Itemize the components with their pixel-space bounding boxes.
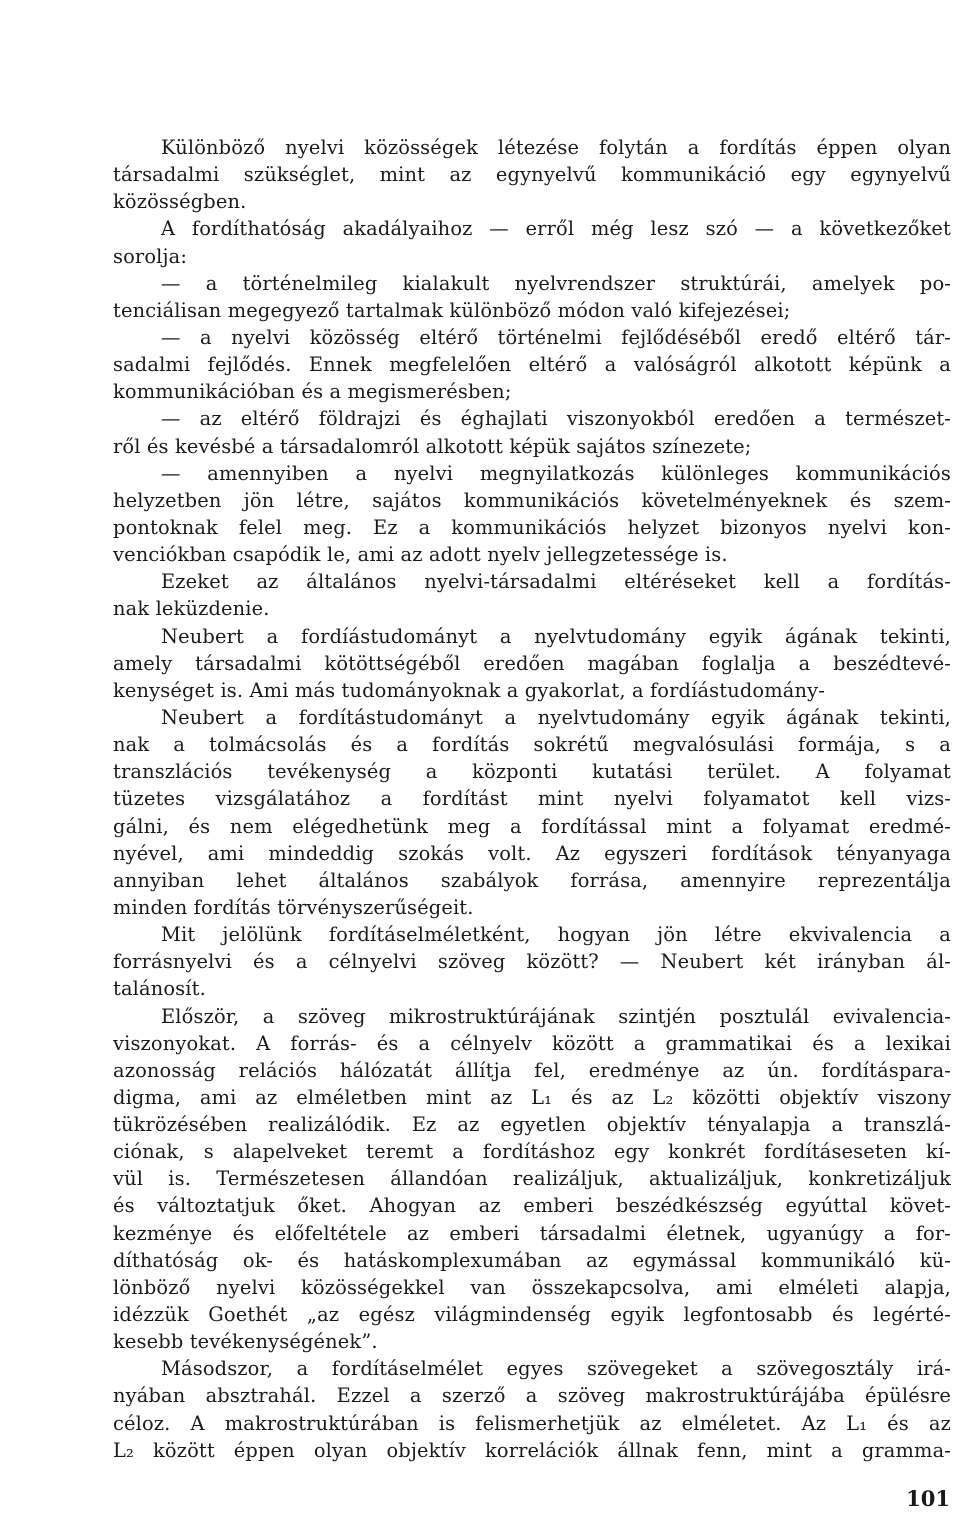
text-line: kezménye és előfeltétele az emberi társadalmi életnek, ugyanúgy a for- (113, 1221, 951, 1245)
text-line: lönböző nyelvi közösségekkel van összekapcsolva, ami elméleti alapja, (113, 1275, 951, 1299)
text-line: sorolja: (113, 244, 188, 268)
text-line: forrásnyelvi és a célnyelvi szöveg között? — Neubert két irányban ál- (113, 950, 951, 974)
text-line: amely társadalmi kötöttségéből eredően magában foglalja a beszédtevé- (113, 651, 951, 675)
text-line: tükrözésében realizálódik. Ez az egyetlen objektív tényalapja a transzlá- (113, 1113, 951, 1137)
text-line: talánosít. (113, 977, 206, 1001)
text-line: ciónak, s alapelveket teremt a fordításhoz egy konkrét fordításeseten kí- (113, 1140, 951, 1164)
text-line: nak a tolmácsolás és a fordítás sokrétű megvalósulási formája, s a (113, 733, 951, 757)
text-line: — az eltérő földrajzi és éghajlati viszonyokból eredően a természet- (161, 407, 951, 431)
text-line: azonosság relációs hálózatát állítja fel, eredménye az ún. fordításpara- (113, 1058, 951, 1082)
text-line: A fordíthatóság akadályaihoz — erről még lesz szó — a következőket (161, 217, 951, 241)
text-line: nyével, ami mindeddig szokás volt. Az egyszeri fordítások tényanyaga (113, 841, 951, 865)
text-line: céloz. A makrostruktúrában is felismerhetjük az elméletet. Az L₁ és az (113, 1411, 951, 1435)
text-line: kenységet is. Ami más tudományoknak a gyakorlat, a fordíástudomány- (113, 678, 825, 702)
text-line: kesebb tevékenységének”. (113, 1330, 378, 1354)
text-line: Másodszor, a fordításelmélet egyes szövegeket a szövegosztály irá- (161, 1357, 951, 1381)
text-line: minden fordítás törvényszerűségeit. (113, 895, 474, 919)
text-line: pontoknak felel meg. Ez a kommunikációs helyzet bizonyos nyelvi kon- (113, 515, 951, 539)
text-line: Különböző nyelvi közösségek létezése folytán a fordítás éppen olyan (161, 136, 951, 159)
text-line: Először, a szöveg mikrostruktúrájának szintjén posztulál evivalencia- (161, 1004, 951, 1028)
text-line: vül is. Természetesen állandóan realizáljuk, aktualizáljuk, konkretizáljuk (113, 1167, 951, 1191)
text-line: Mit jelölünk fordításelméletként, hogyan jön létre ekvivalencia a (161, 923, 951, 947)
text-line: helyzetben jön létre, sajátos kommunikációs követelményeknek és szem- (113, 488, 951, 512)
text-line: viszonyokat. A forrás- és a célnyelv között a grammatikai és a lexikai (113, 1031, 951, 1055)
text-line: közösségben. (113, 190, 247, 214)
text-line: Ezeket az általános nyelvi-társadalmi eltéréseket kell a fordítás- (161, 570, 951, 594)
text-line: annyiban lehet általános szabályok forrása, amennyire reprezentálja (113, 868, 951, 892)
text-line: társadalmi szükséglet, mint az egynyelvű kommunikáció egy egynyelvű (113, 163, 951, 187)
text-line: és változtatjuk őket. Ahogyan az emberi beszédkészség egyúttal követ- (113, 1194, 951, 1218)
text-line: nak leküzdenie. (113, 597, 270, 621)
text-line: — a történelmileg kialakult nyelvrendszer struktúrái, amelyek po- (161, 271, 951, 295)
text-line: nyában absztrahál. Ezzel a szerző a szöveg makrostruktúrájába épülésre (113, 1384, 951, 1408)
text-line: digma, ami az elméletben mint az L₁ és az L₂ közötti objektív viszony (113, 1085, 951, 1109)
text-line: venciókban csapódik le, ami az adott nyelv jellegzetessége is. (113, 543, 728, 567)
text-line: tenciálisan megegyező tartalmak különböző módon való kifejezései; (113, 298, 791, 322)
page-number: 101 (906, 1486, 950, 1511)
text-line: ről és kevésbé a társadalomról alkotott képük sajátos színezete; (113, 434, 752, 458)
text-line: Neubert a fordítástudományt a nyelvtudomány egyik ágának tekinti, (161, 705, 951, 729)
text-line: tüzetes vizsgálatához a fordítást mint nyelvi folyamatot kell vizs- (113, 787, 951, 811)
text-line: kommunikációban és a megismerésben; (113, 380, 512, 404)
text-line: sadalmi fejlődés. Ennek megfelelően eltérő a valóságról alkotott képünk a (113, 353, 951, 377)
text-line: idézzük Goethét „az egész világmindenség egyik legfontosabb és legérté- (113, 1303, 951, 1327)
text-line: — a nyelvi közösség eltérő történelmi fejlődéséből eredő eltérő tár- (161, 325, 951, 349)
text-line: L₂ között éppen olyan objektív korrelációk állnak fenn, mint a gramma- (113, 1438, 951, 1462)
text-line: gálni, és nem elégedhetünk meg a fordítással mint a folyamat eredmé- (113, 814, 951, 838)
text-line: — amennyiben a nyelvi megnyilatkozás különleges kommunikációs (161, 461, 951, 485)
text-line: díthatóság ok- és hatáskomplexumában az egymással kommunikáló kü- (113, 1248, 951, 1272)
body-text (113, 134, 951, 1464)
text-line: Neubert a fordíástudományt a nyelvtudomány egyik ágának tekinti, (161, 624, 951, 648)
text-line: transzlációs tevékenység a központi kutatási terület. A folyamat (113, 760, 951, 784)
